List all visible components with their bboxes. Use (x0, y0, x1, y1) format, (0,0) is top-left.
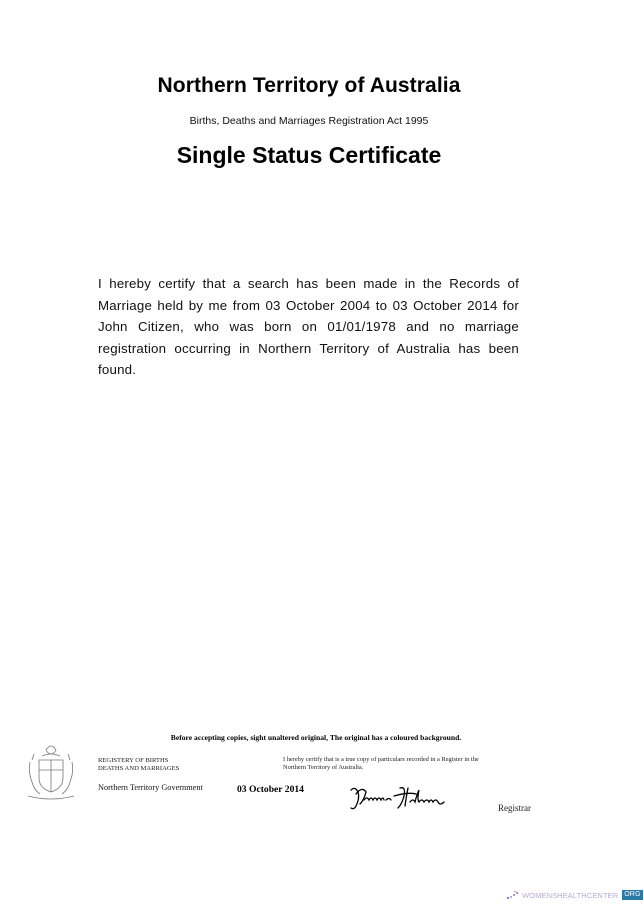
registry-line-2: DEATHS AND MARRIAGES (98, 765, 180, 772)
act-subtitle: Births, Deaths and Marriages Registration Act 1995 (189, 115, 429, 127)
registry-name (98, 757, 179, 773)
certificate-title: Single Status Certificate (176, 142, 442, 168)
signatory-title: Registrar (498, 803, 531, 813)
certification-statement: I hereby certify that a search has been made in the Records of Marriage held by me from 03 October 2004 to 03 October 2014 for John Citizen, who was born on 01/01/1978 and no marriage registration occurring in Northern Territory of Australia has been found. (98, 276, 519, 377)
coat-of-arms-icon (24, 742, 78, 802)
dots-logo-icon (506, 890, 520, 900)
registrar-signature (348, 784, 458, 812)
watermark-text: WOMENSHEALTHCENTER (522, 890, 619, 900)
jurisdiction-title: Northern Territory of Australia (157, 74, 461, 97)
copy-warning: Before accepting copies, sight unaltered original, The original has a coloured background. (170, 733, 462, 742)
watermark (506, 890, 643, 900)
registry-line-1: REGISTERY OF BIRTHS (98, 757, 169, 764)
true-copy-statement: I hereby certify that is a true copy of particulars recorded in a Register in the Northern Territory of Australia. (283, 756, 479, 771)
issue-date: 03 October 2014 (237, 784, 304, 795)
government-name: Northern Territory Government (98, 783, 203, 792)
watermark-badge: ORG (624, 891, 641, 898)
